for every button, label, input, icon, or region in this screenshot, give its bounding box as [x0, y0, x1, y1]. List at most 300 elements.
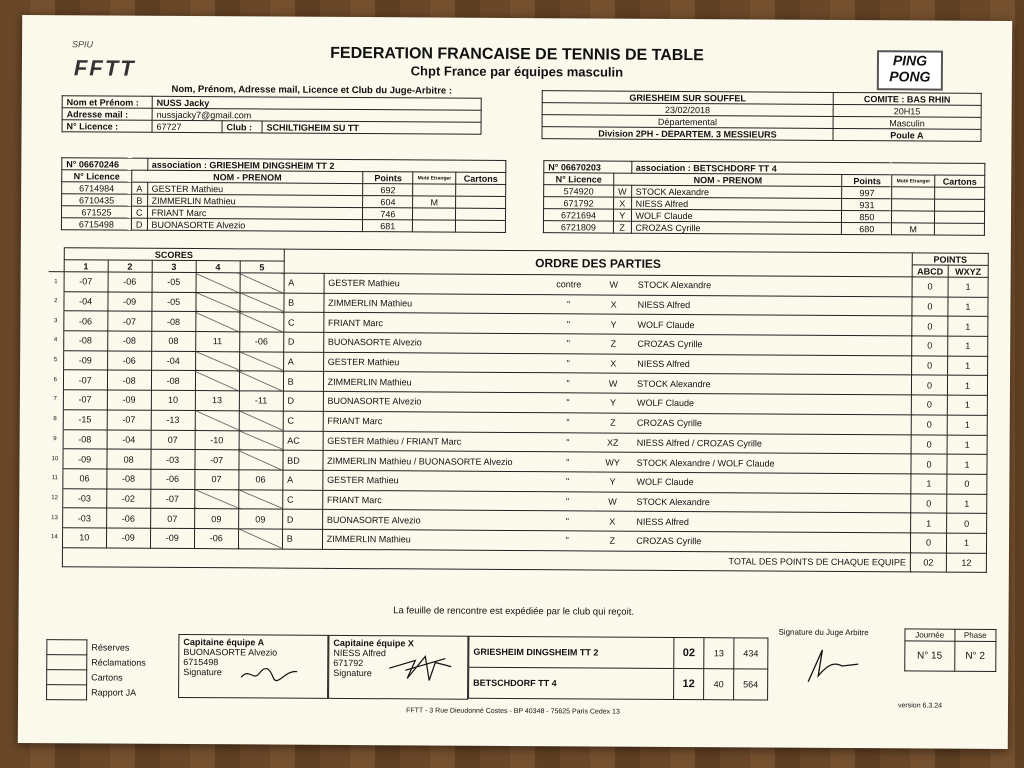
referee-name: NUSS Jacky: [152, 96, 481, 110]
team-x-table: [543, 160, 985, 236]
set-4-header: 4: [196, 261, 240, 273]
set-5-header: 5: [240, 261, 284, 273]
player-cartons: [935, 187, 985, 199]
game-letter-x: WY: [593, 452, 633, 472]
player-row: [61, 218, 505, 233]
legend-box[interactable]: [47, 640, 87, 655]
set-3-header: 3: [152, 260, 196, 272]
game-player-x: WOLF Claude: [633, 393, 911, 414]
match-location: GRIESHEIM SUR SOUFFEL: [542, 91, 833, 105]
page-subtitle: Chpt France par équipes masculin: [410, 63, 624, 80]
match-category: Masculin: [833, 116, 981, 129]
version: version 6.3.24: [898, 702, 943, 710]
result-team-a: GRIESHEIM DINGSHEIM TT 2: [469, 636, 674, 668]
game-player-x: NIESS Alfred: [633, 354, 911, 375]
game-points-x: 1: [947, 376, 987, 396]
set-score: [240, 293, 284, 313]
player-cartons: [455, 220, 505, 232]
game-points-a: 0: [912, 356, 948, 376]
total-label: TOTAL DES POINTS DE CHAQUE EQUIPE: [62, 547, 910, 572]
set-score: -08: [151, 312, 195, 332]
match-level: Départemental: [542, 115, 833, 129]
game-points-x: 1: [947, 494, 987, 514]
referee-email-label: Adresse mail :: [62, 108, 152, 121]
set-score: -04: [64, 291, 108, 311]
player-mute: [413, 208, 456, 220]
referee-licence-label: N° Licence :: [62, 120, 152, 133]
player-name: GESTER Mathieu: [147, 182, 363, 195]
set-score: [239, 430, 283, 450]
set-score: [238, 529, 282, 549]
captain-a-box: [178, 634, 328, 699]
game-contre: ": [542, 511, 592, 531]
game-player-x: NIESS Alfred / CROZAS Cyrille: [633, 433, 911, 454]
game-points-a: 0: [911, 434, 947, 454]
player-licence: 6721694: [543, 209, 613, 221]
set-score: -05: [152, 292, 196, 312]
captain-x-signature: [385, 650, 455, 686]
set-score: [239, 450, 283, 470]
player-mute: [892, 211, 935, 223]
set-score: -03: [62, 508, 106, 528]
game-number: 10: [47, 449, 62, 469]
player-points: 746: [363, 208, 413, 220]
points-header: POINTS: [912, 253, 988, 265]
game-letter-a: BD: [283, 450, 323, 470]
team-x-cartons-header: Cartons: [935, 175, 985, 187]
game-player-a: BUONASORTE Alvezio: [322, 510, 542, 531]
game-player-x: STOCK Alexandre: [633, 374, 911, 395]
game-letter-a: B: [283, 372, 323, 392]
phase-value: N° 2: [954, 641, 996, 671]
game-contre: ": [543, 393, 593, 413]
game-letter-a: A: [283, 352, 323, 372]
player-letter: W: [614, 185, 632, 197]
player-letter: B: [132, 194, 148, 206]
game-points-a: 0: [912, 336, 948, 356]
game-player-a: FRIANT Marc: [322, 490, 542, 511]
game-points-x: 1: [947, 435, 987, 455]
game-letter-x: X: [592, 511, 632, 531]
team-x-mute-header: Muté Etranger: [892, 175, 935, 187]
set-score: -11: [239, 391, 283, 411]
set-score: -07: [64, 272, 108, 292]
player-points: 681: [363, 220, 413, 232]
player-name: ZIMMERLIN Mathieu: [147, 194, 363, 207]
game-player-a: GESTER Mathieu: [323, 470, 543, 491]
game-player-a: GESTER Mathieu: [324, 273, 544, 294]
set-score: 13: [195, 391, 239, 411]
set-score: -07: [107, 410, 151, 430]
player-points: 692: [363, 184, 413, 196]
match-comite: COMITE : BAS RHIN: [833, 92, 981, 105]
set-score: -06: [239, 332, 283, 352]
journee-value: N° 15: [905, 641, 955, 671]
set-score: [239, 411, 283, 431]
game-contre: contre: [544, 275, 594, 295]
captain-x-signature-label: Signature: [333, 667, 372, 679]
game-player-x: NIESS Alfred: [634, 295, 912, 316]
captain-a-name: BUONASORTE Alvezio: [183, 646, 278, 658]
team-a-cartons-header: Cartons: [456, 172, 506, 184]
captain-a-signature-label: Signature: [183, 666, 222, 678]
game-player-a: FRIANT Marc: [323, 313, 543, 334]
result-sets-a: 13: [704, 638, 734, 669]
legend-reclamations: Réclamations: [91, 657, 146, 668]
player-points: 997: [842, 186, 892, 198]
phase-label: Phase: [954, 629, 996, 641]
set-score: -08: [63, 331, 107, 351]
player-letter: Z: [613, 221, 631, 233]
set-score: -07: [150, 489, 194, 509]
game-points-x: 0: [947, 474, 987, 494]
ja-signature-label: Signature du Juge Arbitre: [778, 627, 869, 638]
result-sets-x: 40: [704, 669, 734, 700]
set-score: [239, 371, 283, 391]
captain-a-licence: 6715498: [183, 656, 219, 668]
game-points-a: 0: [911, 395, 947, 415]
set-score: -06: [194, 528, 238, 548]
match-info-table: [541, 90, 981, 142]
player-name: STOCK Alexandre: [631, 185, 842, 198]
game-points-a: 1: [911, 474, 947, 494]
game-letter-a: D: [283, 391, 323, 411]
legend-box[interactable]: [47, 655, 87, 670]
game-player-a: BUONASORTE Alvezio: [323, 391, 543, 412]
game-points-x: 1: [948, 336, 988, 356]
game-points-x: 1: [947, 395, 987, 415]
game-points-a: 1: [911, 513, 947, 533]
game-player-x: CROZAS Cyrille: [632, 531, 910, 552]
set-score: -13: [151, 410, 195, 430]
game-points-x: 1: [947, 415, 987, 435]
player-points: 931: [842, 198, 892, 210]
set-score: -07: [195, 450, 239, 470]
set-score: -08: [63, 429, 107, 449]
player-mute: [413, 220, 456, 232]
game-number: 3: [48, 311, 63, 331]
team-a-association: association : GRIESHEIM DINGSHEIM TT 2: [147, 158, 506, 172]
set-score: [196, 273, 240, 293]
match-date: 23/02/2018: [542, 103, 833, 117]
match-poule: Poule A: [833, 128, 981, 141]
player-letter: Y: [613, 209, 631, 221]
player-points: 850: [842, 210, 892, 222]
team-a-table: [61, 157, 506, 233]
game-contre: ": [543, 472, 593, 492]
set-score: 06: [63, 469, 107, 489]
game-letter-a: B: [284, 293, 324, 313]
set-score: 06: [239, 470, 283, 490]
set-2-header: 2: [108, 260, 152, 272]
set-score: -05: [152, 272, 196, 292]
game-number: 4: [48, 331, 63, 351]
game-letter-x: Y: [593, 314, 633, 334]
team-x-points-header: Points: [842, 174, 892, 186]
result-team-x: BETSCHDORF TT 4: [469, 667, 674, 699]
set-score: [239, 352, 283, 372]
player-mute: M: [892, 223, 935, 235]
order-header: ORDRE DES PARTIES: [284, 249, 912, 277]
player-mute: M: [413, 196, 456, 208]
game-letter-a: A: [284, 273, 324, 293]
game-player-a: ZIMMERLIN Mathieu: [323, 372, 543, 393]
game-points-a: 0: [912, 277, 948, 297]
game-points-a: 0: [911, 454, 947, 474]
set-score: 08: [107, 449, 151, 469]
row-num-header: [49, 248, 64, 272]
game-letter-x: X: [593, 354, 633, 374]
match-time: 20H15: [833, 104, 981, 117]
game-letter-x: W: [594, 275, 634, 295]
game-letter-a: D: [282, 509, 322, 529]
set-score: 07: [151, 430, 195, 450]
result-pts-x: 12: [674, 668, 704, 699]
team-a-mute-header: Muté Etranger: [413, 172, 456, 184]
player-cartons: [935, 199, 985, 211]
game-number: 5: [48, 350, 63, 370]
game-player-x: WOLF Claude: [633, 472, 911, 493]
game-player-a: FRIANT Marc: [323, 411, 543, 432]
game-contre: ": [543, 373, 593, 393]
game-letter-a: C: [283, 312, 323, 332]
game-contre: ": [542, 531, 592, 551]
set-score: [195, 410, 239, 430]
logo-small-text: SPIU: [72, 39, 94, 50]
game-contre: ": [544, 294, 594, 314]
game-points-x: 1: [947, 454, 987, 474]
player-letter: A: [132, 182, 148, 194]
game-points-x: 1: [948, 277, 988, 297]
game-letter-a: AC: [283, 431, 323, 451]
game-letter-a: A: [283, 470, 323, 490]
set-score: -08: [107, 331, 151, 351]
set-score: -07: [107, 311, 151, 331]
referee-caption: Nom, Prénom, Adresse mail, Licence et Club du Juge-Arbitre :: [171, 83, 453, 97]
game-player-x: CROZAS Cyrille: [633, 334, 911, 355]
legend-table: [46, 639, 176, 701]
game-points-x: 0: [947, 513, 987, 533]
game-contre: ": [543, 452, 593, 472]
game-number: 12: [47, 488, 62, 508]
game-contre: ": [543, 314, 593, 334]
set-score: -09: [150, 528, 194, 548]
player-name: CROZAS Cyrille: [631, 221, 842, 234]
game-number: 1: [49, 272, 64, 292]
player-mute: [413, 184, 456, 196]
game-player-a: ZIMMERLIN Mathieu / BUONASORTE Alvezio: [323, 451, 543, 472]
player-name: WOLF Claude: [631, 209, 842, 222]
game-letter-x: Z: [593, 413, 633, 433]
game-letter-a: C: [282, 490, 322, 510]
set-score: -04: [151, 351, 195, 371]
game-contre: ": [543, 412, 593, 432]
game-points-a: 0: [911, 493, 947, 513]
player-cartons: [455, 208, 505, 220]
referee-club-label: Club :: [222, 121, 262, 133]
set-score: 10: [62, 528, 106, 548]
game-player-a: ZIMMERLIN Mathieu: [322, 529, 542, 550]
team-a-number: N° 06670246: [62, 158, 148, 171]
set-score: -03: [62, 488, 106, 508]
team-a-points-header: Points: [363, 172, 413, 184]
game-letter-x: Z: [593, 334, 633, 354]
total-x: 12: [946, 553, 986, 573]
game-points-a: 0: [911, 375, 947, 395]
player-row: [543, 221, 984, 236]
set-score: -06: [107, 351, 151, 371]
set-score: -07: [63, 370, 107, 390]
team-x-association: association : BETSCHDORF TT 4: [631, 161, 985, 175]
set-score: -09: [63, 350, 107, 370]
game-contre: ": [543, 353, 593, 373]
set-score: -08: [107, 469, 151, 489]
set-score: [195, 351, 239, 371]
game-player-x: STOCK Alexandre / WOLF Claude: [633, 452, 911, 473]
player-letter: X: [614, 197, 632, 209]
set-score: -06: [63, 311, 107, 331]
result-balls-a: 434: [734, 638, 768, 669]
player-cartons: [456, 196, 506, 208]
set-score: [240, 273, 284, 293]
footer-address: FFTT - 3 Rue Dieudonné Costes - BP 40348 - 75625 Paris Cedex 13: [406, 707, 620, 716]
game-contre: ": [542, 491, 592, 511]
captain-x-box: [328, 635, 468, 700]
set-score: -06: [108, 272, 152, 292]
set-score: -10: [195, 430, 239, 450]
captain-a-title: Capitaine équipe A: [183, 636, 265, 648]
game-contre: ": [543, 432, 593, 452]
journee-label: Journée: [905, 629, 955, 641]
set-score: 07: [195, 469, 239, 489]
games-table: [47, 247, 989, 573]
set-score: -15: [63, 410, 107, 430]
game-letter-x: W: [593, 373, 633, 393]
captain-x-name: NIESS Alfred: [333, 647, 386, 659]
game-player-x: STOCK Alexandre: [632, 492, 910, 513]
game-number: 9: [48, 429, 63, 449]
abcd-header: ABCD: [912, 265, 948, 277]
game-letter-x: W: [592, 492, 632, 512]
player-name: FRIANT Marc: [147, 206, 363, 219]
set-score: 09: [238, 509, 282, 529]
set-score: -09: [106, 528, 150, 548]
player-cartons: [456, 184, 506, 196]
player-licence: 6715498: [61, 218, 131, 230]
ping-pong-text: PING PONG: [889, 52, 931, 85]
match-sheet: [18, 15, 1012, 749]
team-a-name-header: NOM - PRENOM: [132, 170, 363, 183]
game-number: 13: [47, 508, 62, 528]
player-licence: 6721809: [543, 221, 613, 233]
game-letter-a: D: [283, 332, 323, 352]
player-letter: C: [131, 206, 147, 218]
set-score: -03: [151, 449, 195, 469]
shipping-note: La feuille de rencontre est expédiée par le club qui reçoit.: [393, 605, 635, 618]
set-score: [238, 489, 282, 509]
player-mute: [892, 187, 935, 199]
player-mute: [892, 199, 935, 211]
set-score: -06: [151, 469, 195, 489]
player-licence: 671525: [61, 206, 131, 218]
player-points: 604: [363, 196, 413, 208]
team-x-name-header: NOM - PRENOM: [614, 173, 842, 186]
game-letter-x: XZ: [593, 432, 633, 452]
journee-phase-table: [904, 628, 996, 672]
set-score: 09: [194, 509, 238, 529]
player-name: NIESS Alfred: [631, 197, 842, 210]
total-a: 02: [910, 553, 946, 573]
game-number: 2: [48, 291, 63, 311]
game-player-a: GESTER Mathieu / FRIANT Marc: [323, 431, 543, 452]
set-score: -08: [107, 370, 151, 390]
game-points-x: 1: [948, 356, 988, 376]
team-x-licence-header: N° Licence: [544, 173, 614, 185]
legend-rapport: Rapport JA: [91, 687, 137, 698]
game-letter-x: Y: [593, 393, 633, 413]
referee-club: SCHILTIGHEIM SU TT: [262, 121, 481, 134]
set-score: [194, 489, 238, 509]
player-cartons: [934, 223, 984, 235]
set-score: 07: [150, 509, 194, 529]
legend-box[interactable]: [47, 670, 87, 685]
game-points-x: 1: [948, 317, 988, 337]
game-points-x: 1: [946, 533, 986, 553]
player-licence: 6710435: [62, 194, 132, 206]
set-score: 10: [151, 390, 195, 410]
set-score: -09: [63, 449, 107, 469]
team-a-licence-header: N° Licence: [62, 170, 132, 182]
set-score: -04: [107, 430, 151, 450]
game-letter-a: C: [283, 411, 323, 431]
game-letter-a: B: [282, 529, 322, 549]
set-score: -07: [63, 390, 107, 410]
game-number: 8: [48, 409, 63, 429]
player-letter: D: [131, 218, 147, 230]
player-licence: 6714984: [62, 182, 132, 194]
set-score: -09: [107, 390, 151, 410]
game-letter-x: Z: [592, 531, 632, 551]
logo-text: FFTT: [73, 55, 136, 81]
player-licence: 671792: [544, 197, 614, 209]
set-score: [195, 312, 239, 332]
game-contre: ": [543, 334, 593, 354]
set-score: [196, 292, 240, 312]
set-score: 08: [151, 331, 195, 351]
scores-header: SCORES: [64, 248, 284, 261]
set-score: [195, 371, 239, 391]
game-points-a: 0: [911, 415, 947, 435]
player-cartons: [934, 211, 984, 223]
total-spacer: [47, 547, 62, 567]
player-licence: 574920: [544, 185, 614, 197]
legend-cartons: Cartons: [91, 672, 123, 683]
ja-signature: [798, 642, 868, 688]
game-letter-x: X: [594, 295, 634, 315]
referee-email: nussjacky7@gmail.com: [152, 108, 481, 122]
referee-licence: 67727: [152, 120, 222, 132]
legend-box[interactable]: [47, 685, 87, 700]
game-number: 11: [47, 469, 62, 489]
result-balls-x: 564: [734, 669, 768, 700]
game-player-a: ZIMMERLIN Mathieu: [324, 293, 544, 314]
player-points: 680: [842, 222, 892, 234]
set-score: [239, 312, 283, 332]
captain-a-signature: [239, 665, 299, 683]
set-score: 11: [195, 332, 239, 352]
game-player-x: NIESS Alfred: [632, 511, 910, 532]
captain-x-licence: 671792: [333, 657, 364, 669]
